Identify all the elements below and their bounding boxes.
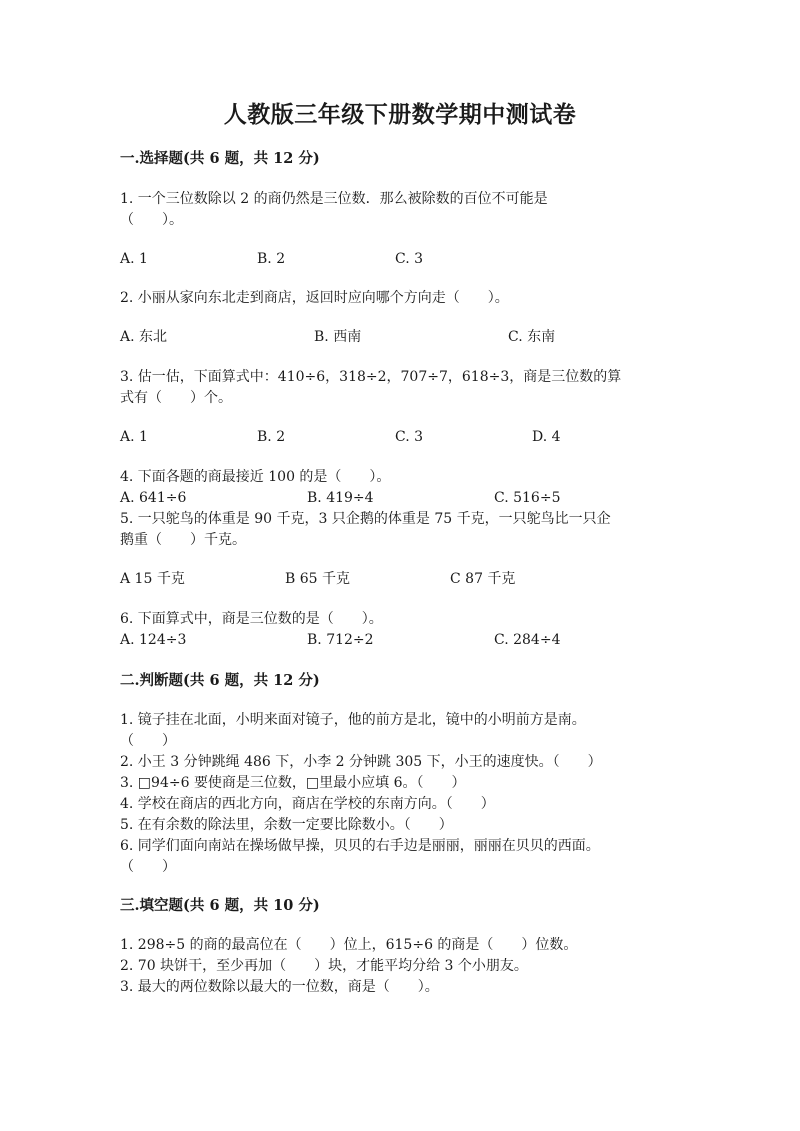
option-b: B 65 千克 <box>285 571 351 587</box>
page-title: 人教版三年级下册数学期中测试卷 <box>223 101 577 128</box>
question-text: 1. 一个三位数除以 2 的商仍然是三位数．那么被除数的百位不可能是 <box>120 191 548 207</box>
option-a: A. 124÷3 <box>120 632 187 648</box>
question-text: 式有（ ）个。 <box>120 390 232 406</box>
question-text: 2. 小丽从家向东北走到商店，返回时应向哪个方向走（ ）。 <box>120 290 509 306</box>
question-text: 3. 最大的两位数除以最大的一位数，商是（ ）。 <box>120 979 439 995</box>
option-b: B. 2 <box>257 429 286 445</box>
option-c: C. 284÷4 <box>494 632 561 648</box>
question-text: 4. 学校在商店的西北方向，商店在学校的东南方向。（ ） <box>120 796 495 812</box>
question-text: 鹅重（ ）千克。 <box>120 532 246 548</box>
question-text: 1. 298÷5 的商的最高位在（ ）位上，615÷6 的商是（ ）位数。 <box>120 937 578 953</box>
question-text: 3. □94÷6 要使商是三位数，□里最小应填 6。（ ） <box>120 775 466 791</box>
question-text: 4. 下面各题的商最接近 100 的是（ ）。 <box>120 469 391 485</box>
question-text: 1. 镜子挂在北面，小明来面对镜子，他的前方是北，镜中的小明前方是南。 <box>120 712 586 728</box>
option-b: B. 712÷2 <box>307 632 374 648</box>
question-text: （ ）。 <box>120 212 183 228</box>
question-text: 6. 下面算式中，商是三位数的是（ ）。 <box>120 611 383 627</box>
question-text: 3. 估一估，下面算式中：410÷6，318÷2，707÷7，618÷3，商是三位数的算 <box>120 369 622 385</box>
option-c: C. 516÷5 <box>494 490 561 506</box>
option-a: A. 641÷6 <box>120 490 187 506</box>
section-heading-judgment: 二.判断题(共 6 题，共 12 分) <box>120 672 320 689</box>
option-c: C. 3 <box>395 251 424 267</box>
section-heading-choice: 一.选择题(共 6 题，共 12 分) <box>120 150 320 167</box>
option-c: C 87 千克 <box>450 571 516 587</box>
question-text: 5. 在有余数的除法里，余数一定要比除数小。（ ） <box>120 817 453 833</box>
option-a: A. 东北 <box>120 329 168 345</box>
option-c: C. 3 <box>395 429 424 445</box>
answer-blank: （ ） <box>120 859 176 875</box>
question-text: 2. 小王 3 分钟跳绳 486 下，小李 2 分钟跳 305 下，小王的速度快。（ ） <box>120 754 602 770</box>
question-text: 5. 一只鸵鸟的体重是 90 千克，3 只企鹅的体重是 75 千克，一只鸵鸟比一只企 <box>120 511 611 527</box>
option-d: D. 4 <box>532 429 561 445</box>
option-a: A. 1 <box>120 429 148 445</box>
option-a: A. 1 <box>120 251 148 267</box>
question-text: 2. 70 块饼干，至少再加（ ）块，才能平均分给 3 个小朋友。 <box>120 958 528 974</box>
option-b: B. 西南 <box>314 329 362 345</box>
option-b: B. 419÷4 <box>307 490 374 506</box>
option-c: C. 东南 <box>508 329 556 345</box>
option-a: A 15 千克 <box>120 571 185 587</box>
question-text: 6. 同学们面向南站在操场做早操，贝贝的右手边是丽丽，丽丽在贝贝的西面。 <box>120 838 600 854</box>
section-heading-fill: 三.填空题(共 6 题，共 10 分) <box>120 897 320 914</box>
option-b: B. 2 <box>257 251 286 267</box>
answer-blank: （ ） <box>120 733 176 749</box>
